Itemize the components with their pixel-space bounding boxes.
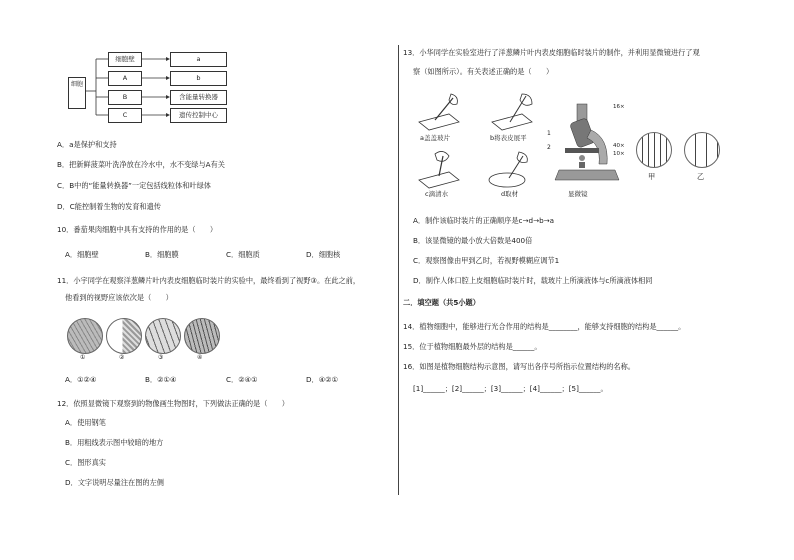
q11-option-b: B．②①④: [145, 375, 177, 384]
q13-step-b-label: b将表皮展平: [490, 134, 527, 142]
q13-stem-line2: 察（如图所示）。有关表述正确的是（ ）: [413, 67, 554, 76]
q11-stem-line2: 他看到的视野应该依次是（ ）: [65, 293, 173, 302]
q11-label-4: ④: [197, 354, 203, 361]
microscope-label: 显微镜: [568, 190, 588, 198]
column-divider: [398, 45, 399, 495]
q13-option-d: D．制作人体口腔上皮细胞临时装片时，载玻片上所滴液体与c所滴液体相同: [413, 276, 653, 285]
diagram-energy-label: 含能量转换器: [179, 93, 218, 101]
microscope-mag-10x: 10×: [613, 151, 625, 157]
q12-stem: 12．依照显微镜下观察到的物像画生物图时，下列做法正确的是（ ）: [57, 399, 289, 408]
diagram-control-label: 遗传控制中心: [179, 111, 218, 119]
q11-view-2-image: [106, 318, 142, 354]
diagram-A-label: A: [122, 74, 128, 82]
view-yi-label: 乙: [697, 172, 705, 181]
q12-option-b: B．用粗线表示图中较暗的地方: [65, 438, 164, 447]
q11-label-2: ②: [119, 354, 125, 361]
diagram-a-label: a: [196, 55, 201, 63]
q10-stem: 10．番茄果肉细胞中具有支持的作用的是（ ）: [57, 225, 218, 234]
view-yi-image: [684, 132, 720, 168]
q10-option-b: B．细胞膜: [145, 250, 179, 259]
q11-label-1: ①: [80, 354, 86, 361]
q11-stem-line1: 11．小宇同学在观察洋葱鳞片叶内表皮细胞临时装片的实验中，最终看到了视野③。在此之前，: [57, 276, 361, 285]
q13-option-b: B．该显微镜的最小放大倍数是400倍: [413, 236, 533, 245]
diagram-b-label: b: [196, 74, 201, 82]
diagram-B-label: B: [122, 93, 128, 101]
q12-option-a: A．使用钢笔: [65, 418, 106, 427]
diagram-root-label: 细胞: [70, 81, 83, 88]
q11-option-a: A．①②④: [65, 375, 97, 384]
microscope-mag-16x: 16×: [613, 104, 625, 110]
diagram-b-box: [170, 71, 227, 86]
q11-option-c: C．②④①: [226, 375, 258, 384]
diagram-C-box: [108, 108, 142, 123]
q10-option-c: C．细胞质: [226, 250, 260, 259]
q10-option-d: D．细胞核: [306, 250, 341, 259]
q12-option-c: C．图形真实: [65, 458, 106, 467]
diagram-energy-box: [170, 90, 227, 105]
q9-option-b: B．把新鲜菠菜叶洗净放在冷水中，水不变绿与A有关: [57, 160, 225, 169]
diagram-cell-wall-box: [108, 52, 142, 67]
q13-step-d-illustration: [485, 150, 535, 190]
diagram-a-box: [170, 52, 227, 67]
q9-option-c: C．B中的“能量转换器”一定包括线粒体和叶绿体: [57, 181, 211, 190]
diagram-cell-wall-label: 细胞壁: [115, 55, 135, 63]
q13-step-a-illustration: [415, 92, 465, 132]
q13-option-a: A．制作该临时装片的正确顺序是c→d→b→a: [413, 216, 555, 225]
q11-view-4-image: [184, 318, 220, 354]
q14-text: 14．植物细胞中，能够进行光合作用的结构是________，能够支持细胞的结构是______。: [403, 322, 686, 331]
q13-step-d-label: d取材: [501, 190, 519, 198]
q10-option-a: A．细胞壁: [65, 250, 99, 259]
q9-option-a: A．a是保护和支持: [57, 140, 117, 149]
q13-step-a-label: a盖盖玻片: [420, 134, 450, 142]
q16-text: 16．如图是植物细胞结构示意图，请写出各序号所指示位置结构的名称。: [403, 362, 635, 371]
q12-option-d: D．文字说明尽量注在图的左侧: [65, 478, 164, 487]
microscope-part-2: 2: [547, 144, 551, 151]
q13-stem-line1: 13．小华同学在实验室进行了洋葱鳞片叶内表皮细胞临时装片的制作，并利用显微镜进行了观: [403, 48, 700, 57]
q15-text: 15．位于植物细胞最外层的结构是______。: [403, 342, 542, 351]
view-jia-label: 甲: [648, 172, 656, 181]
q11-option-d: D．④②①: [306, 375, 339, 384]
view-jia-image: [636, 132, 672, 168]
q11-label-3: ③: [158, 354, 164, 361]
section-2-heading: 二．填空题（共5小题）: [403, 298, 480, 307]
diagram-B-box: [108, 90, 142, 105]
q11-view-3-image: [145, 318, 181, 354]
q13-step-b-illustration: [488, 92, 538, 132]
diagram-C-label: C: [122, 111, 128, 119]
q13-option-c: C．观察图像由甲到乙时，若视野模糊应调节1: [413, 256, 560, 265]
q16-blanks[interactable]: [1]______；[2]______；[3]______；[4]______；[5]______。: [413, 384, 608, 393]
q9-option-d: D．C能控制着生物的发育和遗传: [57, 202, 161, 211]
diagram-control-box: [170, 108, 227, 123]
microscope-part-1: 1: [547, 130, 551, 137]
q13-step-c-label: c滴清水: [425, 190, 449, 198]
microscope-mag-40x: 40×: [613, 143, 625, 149]
q11-view-1-image: [67, 318, 103, 354]
diagram-A-box: [108, 71, 142, 86]
q13-step-c-illustration: [415, 150, 465, 190]
